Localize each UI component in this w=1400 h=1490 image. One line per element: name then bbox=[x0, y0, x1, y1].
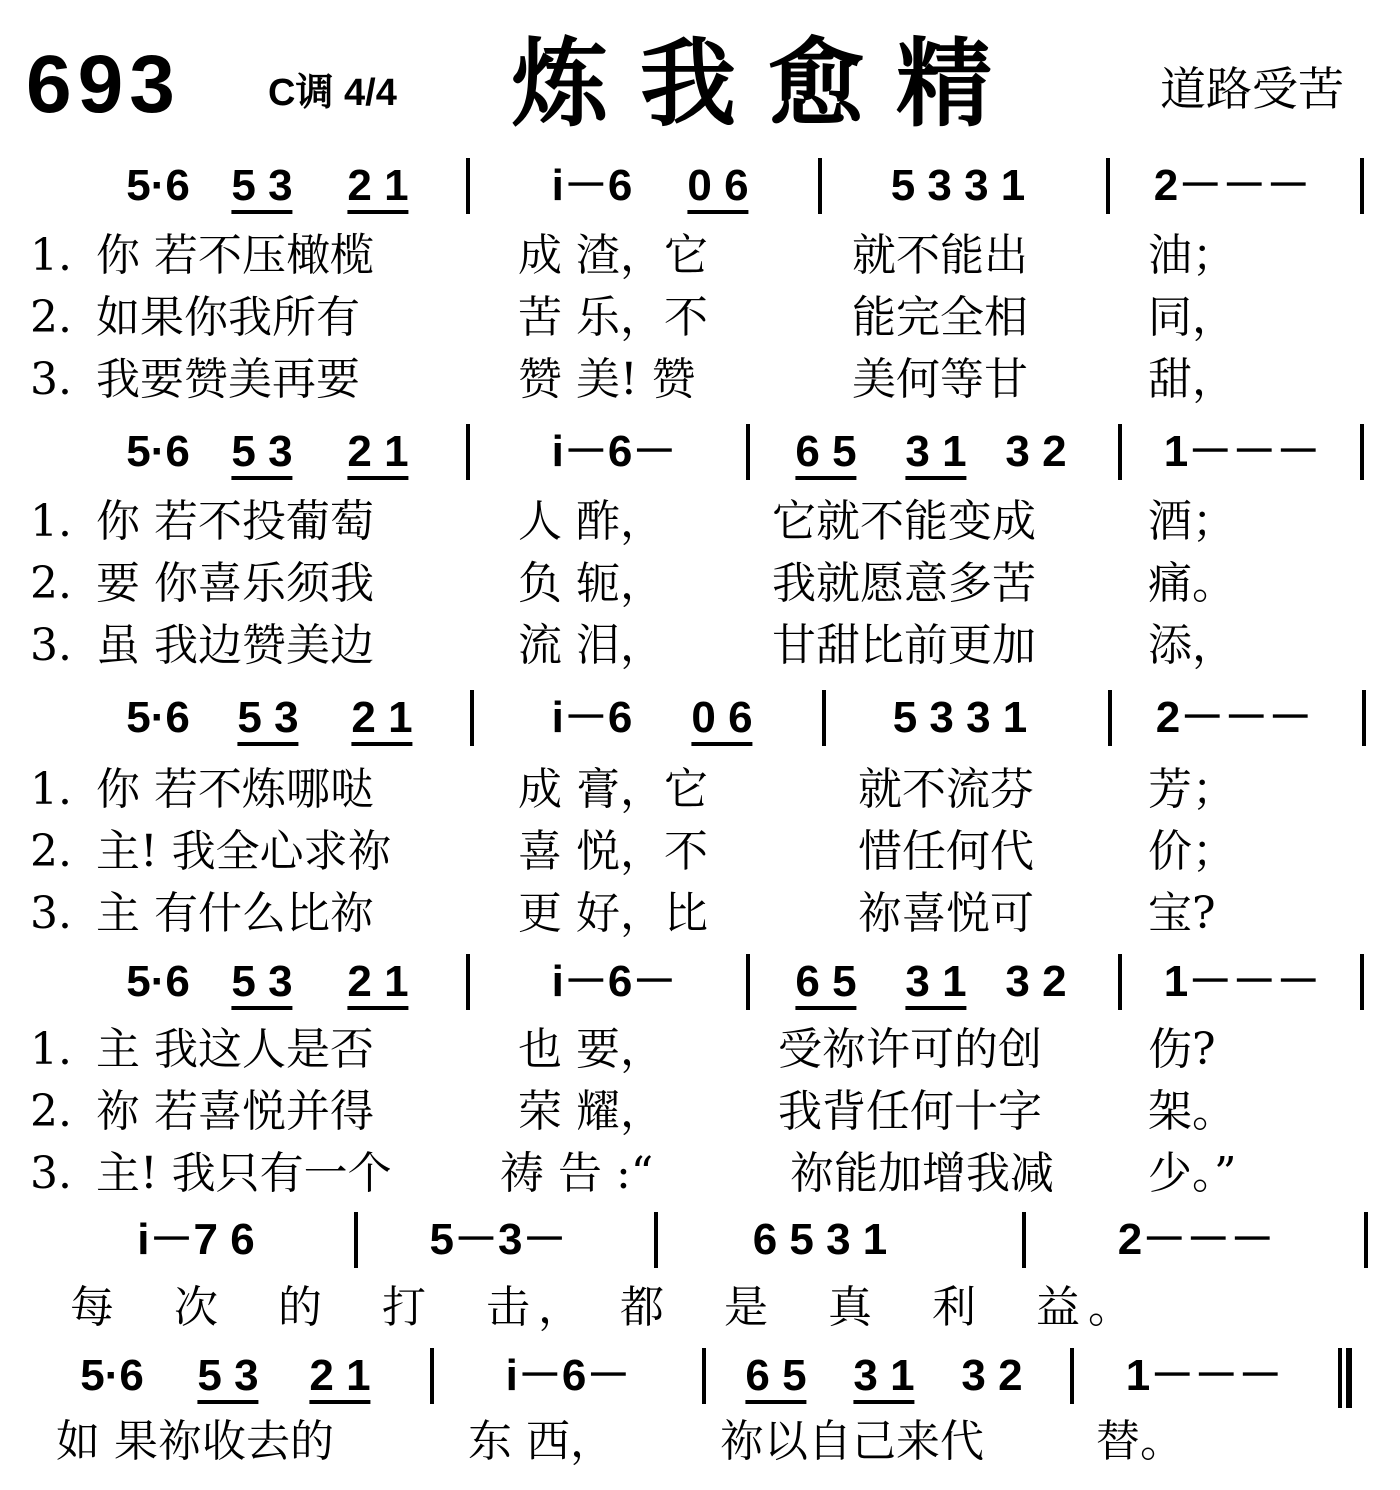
lyric-segment: 也 要， bbox=[518, 1024, 664, 1075]
lyric-segment: 主 有什么比祢 bbox=[96, 888, 374, 939]
lyric-segment: 惜任何代 bbox=[858, 826, 1034, 877]
bar-line bbox=[430, 1348, 434, 1404]
note-group: 1－－－ bbox=[1163, 957, 1321, 1006]
bar-line bbox=[746, 954, 750, 1010]
lyric-segment: 芳； bbox=[1148, 764, 1236, 815]
note-group: 2－－－ bbox=[1153, 161, 1311, 210]
bar-line bbox=[1362, 690, 1366, 746]
bar-line bbox=[1118, 954, 1122, 1010]
lyric-segment: 你 若不压橄榄 bbox=[96, 230, 374, 281]
bar-line bbox=[466, 954, 470, 1010]
note-group: 3 1 bbox=[853, 1354, 914, 1404]
hymn-title: 炼我愈精 bbox=[512, 28, 1024, 140]
verse-number: 3. bbox=[30, 354, 72, 405]
note-group: 5 3 bbox=[237, 696, 298, 746]
note-group: 5·6 bbox=[126, 693, 190, 742]
note-group: 5·6 bbox=[126, 957, 190, 1006]
hymn-category: 道路受苦 bbox=[1160, 62, 1344, 116]
bar-line bbox=[466, 158, 470, 214]
lyric-segment: 酒； bbox=[1148, 496, 1236, 547]
bar-line bbox=[1022, 1212, 1026, 1268]
note-group: 2 1 bbox=[351, 696, 412, 746]
lyric-segment: 苦 乐，不 bbox=[518, 292, 708, 343]
bar-line bbox=[1364, 1212, 1368, 1268]
lyric-segment: 荣 耀， bbox=[518, 1086, 664, 1137]
bar-line bbox=[1108, 690, 1112, 746]
bar-line bbox=[818, 158, 822, 214]
verse-number: 2. bbox=[30, 1086, 72, 1137]
hymn-number: 693 bbox=[26, 39, 181, 130]
lyric-segment: 油； bbox=[1148, 230, 1236, 281]
lyric-segment: 你 若不投葡萄 bbox=[96, 496, 374, 547]
note-group: 3 2 bbox=[1005, 427, 1067, 476]
lyric-segment: 甘甜比前更加 bbox=[772, 620, 1036, 671]
bar-line bbox=[466, 424, 470, 480]
lyric-segment: 赞 美! 赞 bbox=[518, 354, 696, 405]
note-group: 5 3 3 1 bbox=[890, 161, 1026, 210]
verse-number: 1. bbox=[30, 496, 72, 547]
lyric-segment: 主! 我只有一个 bbox=[96, 1148, 392, 1199]
lyric-segment: 价； bbox=[1148, 826, 1236, 877]
note-group: 2 1 bbox=[347, 164, 408, 214]
note-group: 5·6 bbox=[126, 427, 190, 476]
lyric-segment: 喜 悦，不 bbox=[518, 826, 708, 877]
lyric-segment: 架。 bbox=[1148, 1086, 1236, 1137]
lyric-segment: 美何等甘 bbox=[852, 354, 1028, 405]
verse-number: 3. bbox=[30, 1148, 72, 1199]
bar-line bbox=[1070, 1348, 1074, 1404]
lyric-segment: 虽 我边赞美边 bbox=[96, 620, 374, 671]
verse-number: 2. bbox=[30, 826, 72, 877]
lyric-segment: 要 你喜乐须我 bbox=[96, 558, 374, 609]
lyric-segment: 祷 告 :“ bbox=[500, 1148, 654, 1199]
note-group: 6 5 bbox=[795, 430, 856, 480]
final-double-bar-line bbox=[1338, 1348, 1342, 1408]
note-group: 6 5 3 1 bbox=[752, 1215, 888, 1264]
lyric-segment: 主! 我全心求祢 bbox=[96, 826, 392, 877]
bar-line bbox=[354, 1212, 358, 1268]
note-group: 5－3－ bbox=[429, 1215, 567, 1264]
verse-number: 2. bbox=[30, 558, 72, 609]
verse-number: 1. bbox=[30, 230, 72, 281]
note-group: i－6－ bbox=[551, 427, 677, 476]
verse-number: 3. bbox=[30, 888, 72, 939]
lyric-segment: 祢喜悦可 bbox=[858, 888, 1034, 939]
lyric-segment: 痛。 bbox=[1148, 558, 1236, 609]
note-group: 2 1 bbox=[309, 1354, 370, 1404]
lyric-segment: 主 我这人是否 bbox=[96, 1024, 374, 1075]
lyric-segment: 能完全相 bbox=[852, 292, 1028, 343]
note-group: 3 2 bbox=[1005, 957, 1067, 1006]
lyric-segment: 如果你我所有 bbox=[96, 292, 360, 343]
note-group: 5 3 bbox=[231, 960, 292, 1010]
verse-number: 1. bbox=[30, 1024, 72, 1075]
lyric-segment: 如 果祢收去的 bbox=[56, 1416, 334, 1467]
lyric-segment: 祢 若喜悦并得 bbox=[96, 1086, 374, 1137]
lyric-segment: 祢以自己来代 bbox=[720, 1416, 984, 1467]
note-group: i－6－ bbox=[551, 957, 677, 1006]
note-group: 6 5 bbox=[745, 1354, 806, 1404]
lyric-segment: 人 酢， bbox=[518, 496, 664, 547]
note-group: 5 3 3 1 bbox=[892, 693, 1028, 742]
bar-line bbox=[1360, 158, 1364, 214]
bar-line bbox=[822, 690, 826, 746]
lyric-segment: 同， bbox=[1148, 292, 1236, 343]
note-group: 3 1 bbox=[905, 430, 966, 480]
lyric-segment: 更 好，比 bbox=[518, 888, 708, 939]
verse-number: 2. bbox=[30, 292, 72, 343]
lyric-segment: 负 轭， bbox=[518, 558, 664, 609]
lyric-segment: 我就愿意多苦 bbox=[772, 558, 1036, 609]
note-group: 5·6 bbox=[126, 161, 190, 210]
bar-line bbox=[470, 690, 474, 746]
note-group: 6 5 bbox=[795, 960, 856, 1010]
bar-line bbox=[1106, 158, 1110, 214]
note-group: 2－－－ bbox=[1155, 693, 1313, 742]
bar-line bbox=[1360, 424, 1364, 480]
note-group: i－7 6 bbox=[137, 1215, 255, 1264]
lyric-segment: 伤? bbox=[1148, 1024, 1216, 1075]
note-group: 0 6 bbox=[687, 164, 748, 214]
bar-line bbox=[1360, 954, 1364, 1010]
note-group: 5 3 bbox=[197, 1354, 258, 1404]
note-group: 2 1 bbox=[347, 430, 408, 480]
bar-line bbox=[702, 1348, 706, 1404]
lyric-segment: 祢能加增我减 bbox=[790, 1148, 1054, 1199]
lyric-segment: 东 西， bbox=[468, 1416, 614, 1467]
lyric-segment: 添， bbox=[1148, 620, 1236, 671]
bar-line bbox=[654, 1212, 658, 1268]
lyric-segment: 受祢许可的创 bbox=[778, 1024, 1042, 1075]
note-group: 2 1 bbox=[347, 960, 408, 1010]
bar-line bbox=[746, 424, 750, 480]
note-group: i－6－ bbox=[505, 1351, 631, 1400]
note-group: 3 1 bbox=[905, 960, 966, 1010]
note-group: 2－－－ bbox=[1117, 1215, 1275, 1264]
lyric-segment: 流 泪， bbox=[518, 620, 664, 671]
note-group: i－6 bbox=[551, 161, 633, 210]
lyric-segment: 你 若不炼哪哒 bbox=[96, 764, 374, 815]
lyric-segment: 我要赞美再要 bbox=[96, 354, 360, 405]
bar-line bbox=[1118, 424, 1122, 480]
note-group: i－6 bbox=[551, 693, 633, 742]
lyric-segment: 替。 bbox=[1096, 1416, 1184, 1467]
note-group: 0 6 bbox=[691, 696, 752, 746]
key-time-signature: C调 4/4 bbox=[268, 72, 397, 114]
verse-number: 3. bbox=[30, 620, 72, 671]
lyric-segment: 就不能出 bbox=[852, 230, 1028, 281]
note-group: 3 2 bbox=[961, 1351, 1023, 1400]
lyric-segment: 甜， bbox=[1148, 354, 1236, 405]
note-group: 5 3 bbox=[231, 430, 292, 480]
lyric-segment: 成 膏，它 bbox=[518, 764, 708, 815]
note-group: 5·6 bbox=[80, 1351, 144, 1400]
lyric-segment: 少。” bbox=[1148, 1148, 1237, 1199]
lyric-segment: 它就不能变成 bbox=[772, 496, 1036, 547]
note-group: 5 3 bbox=[231, 164, 292, 214]
lyric-segment: 每 次 的 打 击， 都 是 真 利 益。 bbox=[70, 1282, 1140, 1333]
verse-number: 1. bbox=[30, 764, 72, 815]
lyric-segment: 宝? bbox=[1148, 888, 1216, 939]
lyric-segment: 我背任何十字 bbox=[778, 1086, 1042, 1137]
note-group: 1－－－ bbox=[1163, 427, 1321, 476]
lyric-segment: 成 渣，它 bbox=[518, 230, 708, 281]
note-group: 1－－－ bbox=[1125, 1351, 1283, 1400]
lyric-segment: 就不流芬 bbox=[858, 764, 1034, 815]
